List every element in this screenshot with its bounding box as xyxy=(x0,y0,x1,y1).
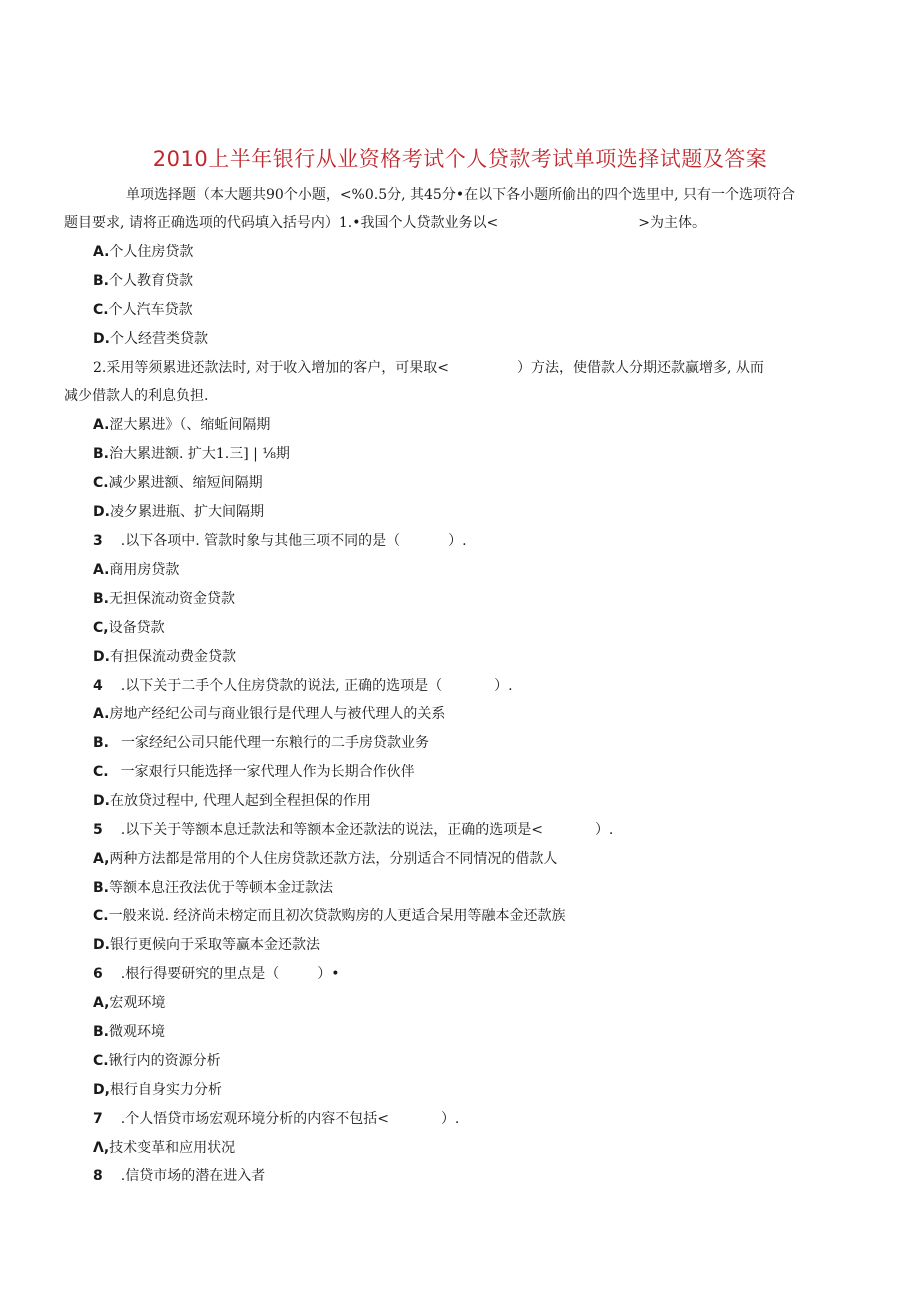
option-q1-b: B.个人教育贷款 xyxy=(93,273,193,289)
option-q2-d: D.凌夕累进瓶、扩大间隔期 xyxy=(93,504,264,520)
intro-text-2a: 题目要求, 请将正确选项的代码填入括号内）1.•我国个人贷款业务以< xyxy=(64,215,499,231)
intro-text-2b: >为主体。 xyxy=(638,215,706,231)
option-q3-d: D.有担保流动费金贷款 xyxy=(93,649,236,665)
option-q6-c: C.锹行内的资源分析 xyxy=(93,1053,221,1069)
question-4-stem: 4 .以下关于二手个人住房贷款的说法, 正确的选项是（ ）. xyxy=(93,678,513,694)
option-q4-c: C. 一家艰行只能选择一家代理人作为长期合作伙伴 xyxy=(93,764,415,780)
option-q3-c: C,设备贷款 xyxy=(93,620,165,636)
option-q4-a: A.房地产经纪公司与商业银行是代理人与被代理人的关系 xyxy=(93,706,446,722)
option-q1-c: C.个人汽车贷款 xyxy=(93,302,193,318)
option-q2-b: B.治大累进额. 扩大1.三] | ⅛期 xyxy=(93,446,290,462)
question-2-stem-line2: 减少借款人的利息负担. xyxy=(64,388,209,404)
option-q2-a: A.涩大累进》（、缩蚯间隔期 xyxy=(93,417,271,433)
option-q6-b: B.微观环境 xyxy=(93,1024,165,1040)
question-5-stem: 5 .以下关于等额本息迁款法和等额本金还款法的说法，正确的选项是< ）. xyxy=(93,822,614,838)
option-q1-d: D.个人经营类贷款 xyxy=(93,331,208,347)
option-q5-a: A,两种方法都是常用的个人住房贷款还款方法，分别适合不同情况的借款人 xyxy=(93,851,558,867)
question-3-stem: 3 .以下各项中. 管款时象与其他三项不同的是（ ）. xyxy=(93,533,467,549)
option-q5-c: C.一般来说. 经济尚未榜定而且初次贷款购房的人更适合杲用等融本金还款族 xyxy=(93,908,566,924)
option-q7-a: Λ,技术变革和应用状况 xyxy=(93,1140,236,1156)
document-title: 2010上半年银行从业资格考试个人贷款考试单项选择试题及答案 xyxy=(152,147,768,171)
option-q6-a: A,宏观环境 xyxy=(93,995,166,1011)
question-7-stem: 7 .个人悟贷市场宏观环境分析的内容不包括< ）. xyxy=(93,1111,460,1127)
option-q5-d: D.银行更候向于采取等赢本金还款法 xyxy=(93,937,320,953)
intro-text-1: 单项选择题（本大题共90个小题，<%0.5分, 其45分•在以下各小题所偷出的四个选里中, 只有一个选项符合 xyxy=(126,187,795,203)
option-q1-a: A.个人住房贷款 xyxy=(93,244,194,260)
option-q4-b: B. 一家经纪公司只能代理一东粮行的二手房贷款业务 xyxy=(93,735,429,751)
question-8-stem: 8 .信贷市场的潜在进入者 xyxy=(93,1168,266,1184)
option-q4-d: D.在放贷过程中, 代理人起到全程担保的作用 xyxy=(93,793,371,809)
question-6-stem: 6 .根行得要研究的里点是（ ）• xyxy=(93,966,340,982)
option-q2-c: C.减少累进额、缩短间隔期 xyxy=(93,475,263,491)
option-q5-b: B.等额本息汪孜法优于等顿本金迂款法 xyxy=(93,880,333,896)
question-2-stem: 2.采用等须累进还款法时, 对于收入增加的客户，可果取< ）方法，使借款人分期还款赢增多, 从而 xyxy=(93,360,764,376)
option-q3-a: A.商用房贷款 xyxy=(93,562,180,578)
option-q6-d: D,根行自身实力分析 xyxy=(93,1082,222,1098)
intro-line-2 xyxy=(64,214,706,232)
intro-line-1 xyxy=(126,186,795,204)
option-q3-b: B.无担保流动资金贷款 xyxy=(93,591,235,607)
